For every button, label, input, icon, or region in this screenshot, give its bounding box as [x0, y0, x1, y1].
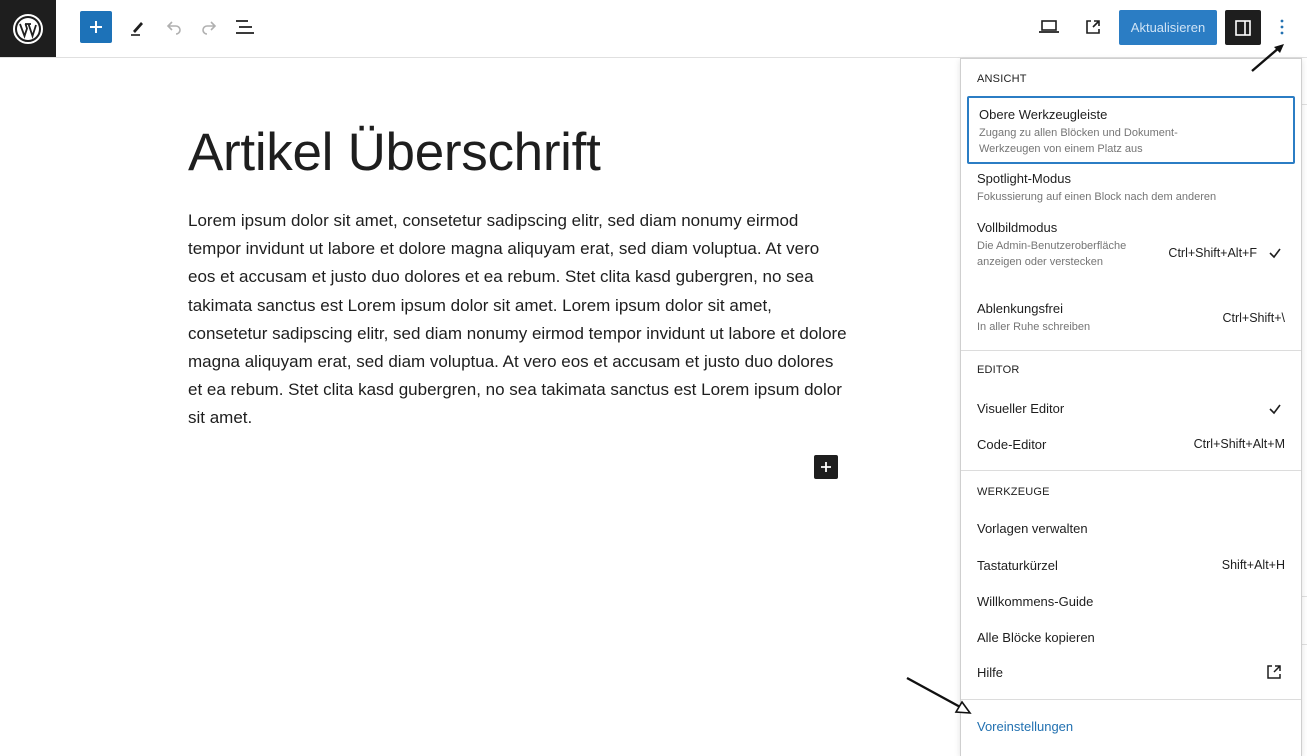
update-button[interactable]: Aktualisieren [1119, 10, 1217, 45]
menu-item-manage-templates[interactable] [967, 521, 1295, 541]
checkmark-icon [1267, 245, 1283, 261]
checkmark-icon [1267, 401, 1283, 417]
menu-separator [961, 350, 1301, 351]
sidebar-icon [1234, 19, 1252, 37]
menu-item-label: Ablenkungsfrei [977, 301, 1063, 316]
list-view-icon [234, 17, 256, 37]
editor-toolbar [0, 0, 1307, 58]
menu-item-distraction-free[interactable] [967, 301, 1295, 341]
menu-item-label: Tastaturkürzel [977, 558, 1058, 573]
post-title[interactable]: Artikel Überschrift [188, 123, 601, 182]
menu-item-label: Hilfe [977, 665, 1004, 680]
menu-item-label: Vorlagen verwalten [977, 521, 1088, 536]
more-vertical-icon [1279, 18, 1285, 36]
wordpress-logo-icon[interactable] [0, 0, 56, 57]
menu-item-help[interactable] [967, 665, 1295, 685]
menu-item-keyboard-shortcuts[interactable] [967, 558, 1295, 578]
plus-icon [820, 461, 832, 473]
menu-item-label: Visueller Editor [977, 401, 1065, 416]
menu-item-code-editor[interactable] [967, 437, 1295, 457]
external-link-icon [1265, 663, 1283, 681]
undo-icon [164, 17, 184, 37]
undo-button[interactable] [158, 11, 190, 43]
annotation-arrow-icon [1246, 40, 1290, 76]
menu-item-label: Voreinstellungen [977, 719, 1074, 734]
menu-item-shortcut: Ctrl+Shift+Alt+F [1168, 246, 1257, 260]
laptop-icon [1038, 18, 1060, 36]
menu-group-heading-view: ANSICHT [977, 73, 1027, 85]
menu-item-description: Fokussierung auf einen Block nach dem anderen [977, 191, 1217, 203]
pencil-icon [128, 17, 148, 37]
tools-button[interactable] [122, 11, 154, 43]
menu-item-spotlight-mode[interactable] [967, 171, 1295, 211]
menu-group-heading-tools: WERKZEUGE [977, 486, 1050, 498]
menu-item-description: Zugang zu allen Blöcken und Dokument-Werkzeugen von einem Platz aus [979, 127, 1178, 155]
menu-item-fullscreen-mode[interactable] [967, 220, 1295, 290]
menu-group-heading-editor: EDITOR [977, 364, 1020, 376]
paragraph-block[interactable]: Lorem ipsum dolor sit amet, consetetur sadipscing elitr, sed diam nonumy eirmod tempor invidunt ut labore et dolore magna aliquyam erat, sed diam voluptua. At vero eos et accusam et justo duo dolores et ea rebum. Stet clita kasd gubergren, no sea takimata sanctus est Lorem ipsum dolor sit amet. Lorem ipsum dolor sit amet, consetetur sadipscing elitr, sed diam nonumy eirmod tempor invidunt ut labore et dolore magna aliquyam erat, sed diam voluptua. At vero eos et accusam et justo duo dolores et ea rebum. Stet clita kasd gubergren, no sea takimata sanctus est Lorem ipsum dolor sit amet. [188, 211, 847, 428]
menu-item-label: Code-Editor [977, 437, 1047, 452]
preview-button[interactable] [1033, 11, 1065, 43]
redo-button[interactable] [193, 11, 225, 43]
plus-icon [88, 19, 104, 35]
menu-item-description: Die Admin-Benutzeroberfläche anzeigen oder verstecken [977, 240, 1127, 268]
menu-item-label: Vollbildmodus [977, 220, 1058, 235]
annotation-arrow-icon [904, 674, 976, 718]
redo-icon [199, 17, 219, 37]
menu-item-label: Spotlight-Modus [977, 171, 1071, 186]
menu-item-description: In aller Ruhe schreiben [977, 321, 1091, 333]
menu-item-visual-editor[interactable] [967, 401, 1295, 421]
menu-item-label: Willkommens-Guide [977, 594, 1094, 609]
external-link-icon [1083, 17, 1103, 37]
options-button[interactable] [1270, 11, 1294, 43]
menu-separator [961, 470, 1301, 471]
menu-item-shortcut: Ctrl+Shift+Alt+M [1193, 437, 1285, 451]
block-inserter-button[interactable] [80, 11, 112, 43]
menu-item-top-toolbar[interactable] [967, 96, 1295, 164]
view-post-button[interactable] [1077, 11, 1109, 43]
menu-item-welcome-guide[interactable] [967, 594, 1295, 614]
document-overview-button[interactable] [228, 11, 262, 43]
menu-separator [961, 699, 1301, 700]
menu-item-copy-all-blocks[interactable] [967, 630, 1295, 650]
block-appender-button[interactable] [814, 455, 838, 479]
menu-item-preferences[interactable] [967, 719, 1295, 739]
menu-item-label: Alle Blöcke kopieren [977, 630, 1095, 645]
menu-item-shortcut: Ctrl+Shift+\ [1222, 311, 1285, 325]
options-menu [960, 58, 1302, 756]
menu-item-shortcut: Shift+Alt+H [1221, 558, 1285, 572]
menu-item-label: Obere Werkzeugleiste [979, 107, 1108, 122]
